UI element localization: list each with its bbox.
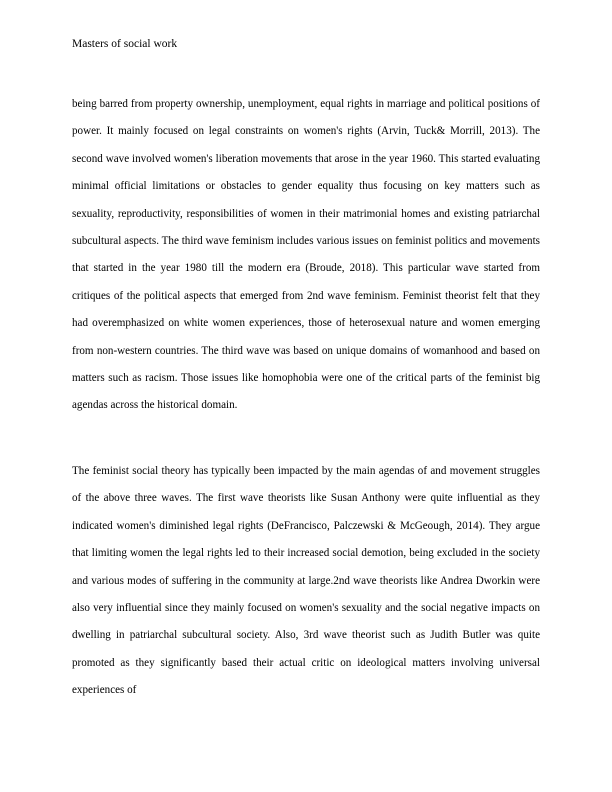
- page-header: Masters of social work: [72, 38, 178, 50]
- paragraph-feminist-social-theory: The feminist social theory has typically been impacted by the main agendas of and movement struggles of the above three waves. The first wave theorists like Susan Anthony were quite influential as they indicated women's diminished legal rights (DeFrancisco, Palczewski & McGeough, 2014). They argue that limiting women the legal rights led to their increased social demotion, being excluded in the society and various modes of suffering in the community at large.2nd wave theorists like Andrea Dworkin were also very influential since they mainly focused on women's sexuality and the social negative impacts on dwelling in patriarchal subcultural society. Also, 3rd wave theorist such as Judith Butler was quite promoted as they significantly based their actual critic on ideological matters involving universal experiences of: [72, 465, 540, 697]
- paragraph-feminism-waves: being barred from property ownership, unemployment, equal rights in marriage and political positions of power. It mainly focused on legal constraints on women's rights (Arvin, Tuck& Morrill, 2013). The second wave involved women's liberation movements that arose in the year 1960. This started evaluating minimal official limitations or obstacles to gender equality thus focusing on key matters such as sexuality, reproductivity, responsibilities of women in their matrimonial homes and existing patriarchal subcultural aspects. The third wave feminism includes various issues on feminist politics and movements that started in the year 1980 till the modern era (Broude, 2018). This particular wave started from critiques of the political aspects that emerged from 2nd wave feminism. Feminist theorist felt that they had overemphasized on white women experiences, those of heterosexual nature and women emerging from non-western countries. The third wave was based on unique domains of womanhood and based on matters such as racism. Those issues like homophobia were one of the critical parts of the feminist big agendas across the historical domain.: [72, 98, 540, 412]
